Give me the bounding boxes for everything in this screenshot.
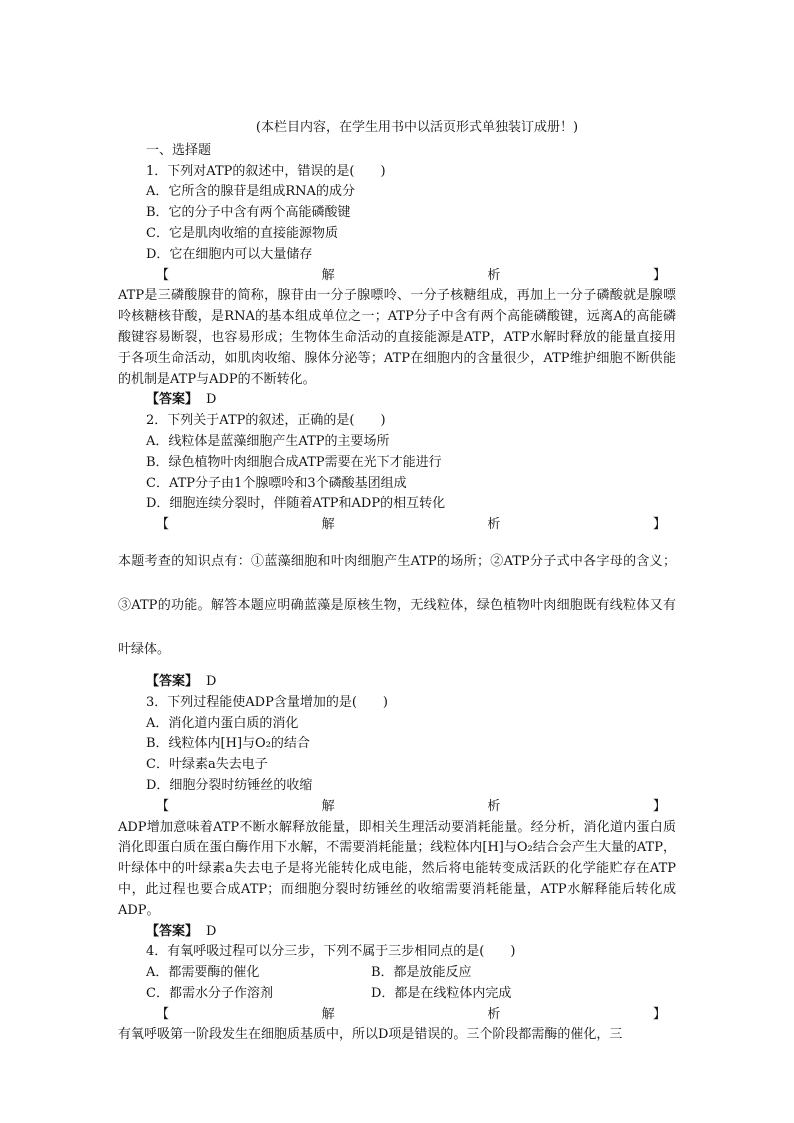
question-3 [118,693,676,943]
binding-note: (本栏目内容，在学生用书中以活页形式单独装订成册！) [255,120,579,135]
section-heading: 一、选择题 [146,142,212,158]
option: A．消化道内蛋白质的消化 [146,715,299,731]
option: C．都需水分子作溶剂 [146,985,273,1001]
option: C．它是肌肉收缩的直接能源物质 [146,225,338,241]
option: B．它的分子中含有两个高能磷酸键 [146,205,351,221]
analysis-label: 【 解 析 】 [156,798,666,814]
analysis-text: ADP增加意味着ATP不断水解释放能量，即相关生理活动要消耗能量。经分析，消化道内蛋白质消化即蛋白质在蛋白酶作用下水解，不需要消耗能量；线粒体内[H]与O₂结合会产生大量的ATP，叶绿体中的叶绿素a失去电子是将光能转化成电能，然后将电能转变成活跃的化学能贮存在ATP中，此过程也要合成ATP；而细胞分裂时纺锤丝的收缩需要消耗能量，ATP水解释能后转化成ADP。 [118,819,676,918]
analysis-label: 【 解 析 】 [156,267,666,283]
question-2 [118,411,676,693]
question-stem: 2．下列关于ATP的叙述，正确的是( ) [146,413,386,429]
analysis-text: 本题考查的知识点有：①蓝藻细胞和叶肉细胞产生ATP的场所；②ATP分子式中各字母的含义；③ATP的功能。解答本题应明确蓝藻是原核生物，无线粒体，绿色植物叶肉细胞既有线粒体又有叶绿体。 [118,553,676,657]
question-stem: 4．有氧呼吸过程可以分三步，下列不属于三步相同点的是( ) [146,944,516,960]
analysis-label: 【 解 析 】 [156,517,666,533]
answer-value: D [206,673,217,689]
question-1 [118,162,676,412]
question-stem: 1．下列对ATP的叙述中，错误的是( ) [146,163,386,179]
option: C．ATP分子由1个腺嘌呤和3个磷酸基团组成 [146,475,407,491]
option: C．叶绿素a失去电子 [146,757,268,773]
analysis-label: 【 解 析 】 [156,1006,666,1022]
analysis-text: 有氧呼吸第一阶段发生在细胞质基质中，所以D项是错误的。三个阶段都需酶的催化，三 [118,1027,623,1043]
question-4 [118,942,676,1046]
option: B．都是放能反应 [371,965,472,981]
option-row [118,963,676,984]
answer-line: 【答案】 D [146,923,217,939]
answer-value: D [206,923,217,939]
option: A．线粒体是蓝藻细胞产生ATP的主要场所 [146,433,390,449]
option: B．绿色植物叶肉细胞合成ATP需要在光下才能进行 [146,454,442,470]
analysis-text: ATP是三磷酸腺苷的简称，腺苷由一分子腺嘌呤、一分子核糖组成，再加上一分子磷酸就是腺嘌呤核糖核苷酸，是RNA的基本组成单位之一；ATP分子中含有两个高能磷酸键，远离A的高能磷酸键容易断裂，也容易形成；生物体生命活动的直接能源是ATP，ATP水解时释放的能量直接用于各项生命活动，如肌肉收缩、腺体分泌等；ATP在细胞内的含量很少，ATP维护细胞不断供能的机制是ATP与ADP的不断转化。 [118,288,676,387]
option-row [118,984,676,1005]
option: D．它在细胞内可以大量储存 [146,246,313,262]
answer-line: 【答案】 D [146,673,217,689]
option: A．都需要酶的催化 [146,965,260,981]
answer-value: D [206,392,217,408]
option: D．都是在线粒体内完成 [371,985,512,1001]
option: D．细胞分裂时纺锤丝的收缩 [146,777,313,793]
answer-line: 【答案】 D [146,392,217,408]
option: A．它所含的腺苷是组成RNA的成分 [146,184,355,200]
option: B．线粒体内[H]与O₂的结合 [146,736,310,752]
question-stem: 3．下列过程能使ADP含量增加的是( ) [146,694,388,710]
option: D．细胞连续分裂时，伴随着ATP和ADP的相互转化 [146,496,446,512]
